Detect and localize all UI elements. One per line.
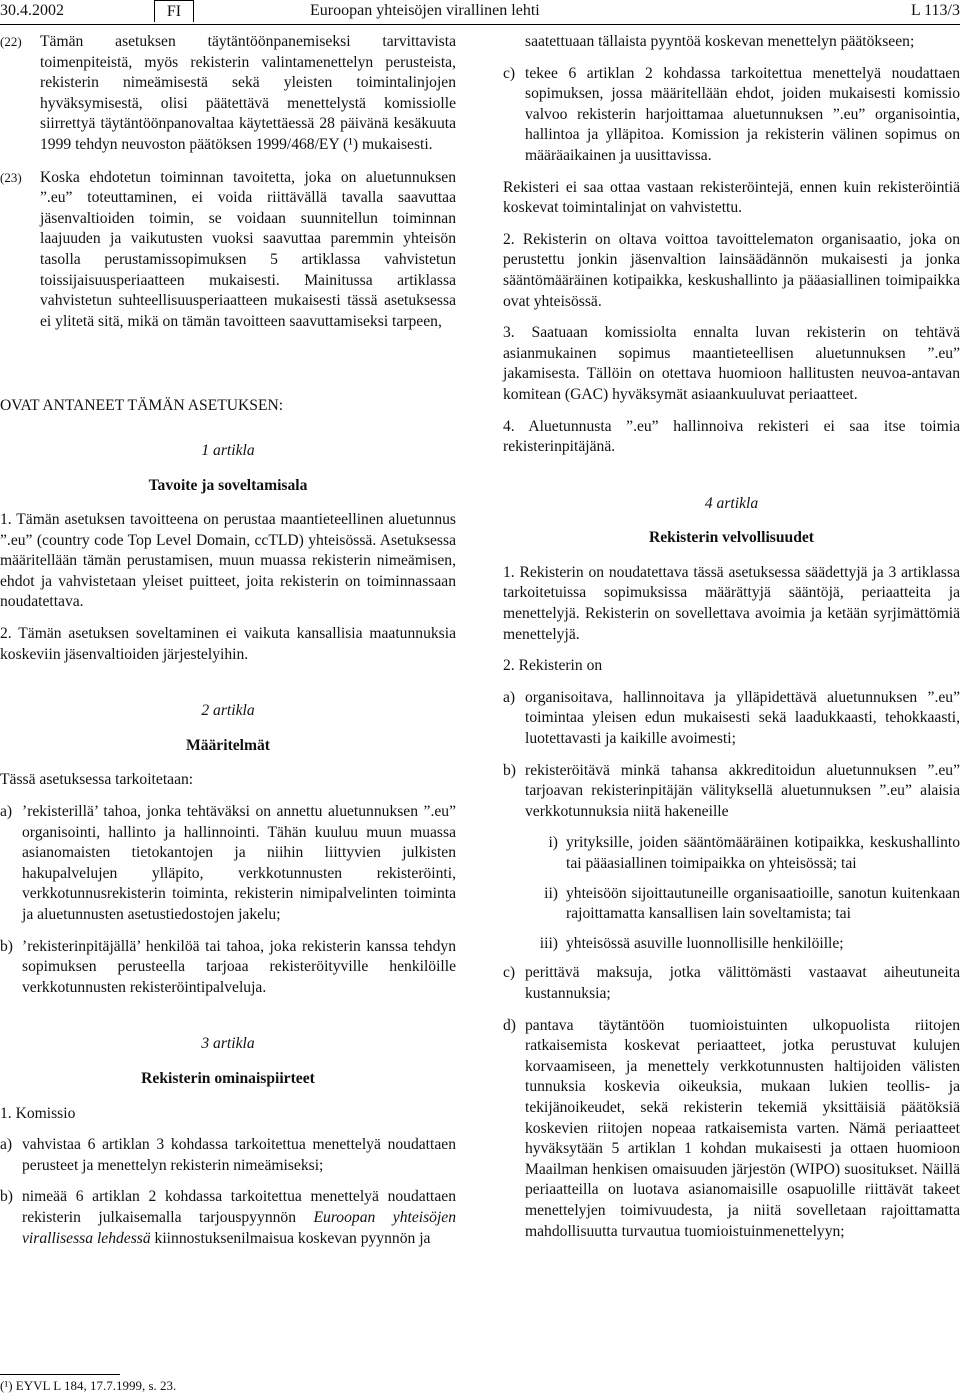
subitem-label: i) <box>548 834 558 852</box>
recital-number: (23) <box>0 169 22 185</box>
item-label: a) <box>0 803 13 821</box>
page-header <box>0 0 960 25</box>
article-4-paragraph-2: 2. Rekisterin on <box>503 657 603 675</box>
item-text-end: kiinnostuksenilmaisua koskevan pyynnön ja <box>150 1229 431 1247</box>
subitem-ii <box>525 884 960 925</box>
subitem-text: yhteisössä asuville luonnollisille henkilöille; <box>566 934 844 952</box>
article-4-paragraph-1: 1. Rekisterin on noudatettava tässä asetuksessa säädettyjä ja 3 artiklassa tarkoitetuissa sopimuksissa määrättyjä sääntöjä, periaatteita ja menettelyjä. Rekisterin on sovellettava avoimia ja ketään syrjimättömiä menettelyjä. <box>503 563 960 643</box>
item-text: vahvistaa 6 artiklan 3 kohdassa tarkoitettua menettelyä noudattaen perusteet ja menettelyn rekisterin nimeämiseksi; <box>22 1136 456 1174</box>
journal-title: Euroopan yhteisöjen virallinen lehti <box>310 2 540 19</box>
language-code-box: FI <box>154 0 194 22</box>
footnote <box>0 1374 456 1394</box>
recital-number: (22) <box>0 34 22 49</box>
left-column <box>0 32 456 1392</box>
subitem-text: yrityksille, joiden sääntömääräinen kotipaikka, keskushallinto tai pääasiallinen toimipaikka on yhteisössä; tai <box>566 834 960 872</box>
journal-reference: Euroopan yhteisöjen virallisessa lehdessä <box>22 1208 456 1247</box>
footnote-rule <box>0 1374 120 1375</box>
article-1-number: 1 artikla <box>201 441 255 459</box>
article-3-title: Rekisterin ominaispiirteet <box>141 1069 315 1087</box>
recital-22 <box>0 32 456 156</box>
item-label: d) <box>503 1016 516 1034</box>
item-text: tekee 6 artiklan 2 kohdassa tarkoitettua menettelyä noudattaen sopimuksen, jossa määritellään ehdot, joiden mukaisesti komissio valvoo rekisterin harjoittamaa aluetunnuksen ”.eu” organisointia, hallintoa ja ylläpitoa. Komission ja rekisterin välinen sopimus on määräaikainen ja uusittavissa. <box>525 64 960 164</box>
registry-restriction: Rekisteri ei saa ottaa vastaan rekisteröintejä, ennen kuin rekisteröintiä koskevat toimintalinjat on vahvistettu. <box>503 178 960 217</box>
obligation-b <box>503 761 960 823</box>
item-text <box>22 1187 456 1249</box>
item-text: pantava täytäntöön tuomioistuinten ulkopuolista riitojen ratkaisemista koskevat periaatteet, jotka perustuvat kulujen korvaamiseen, ja menettely verkkotunnusten haltijoiden välisten tunnuksia koskevia oikeuksia, mukaan lukien teollis- ja tekijänoikeudet, sekä rekisterin tekemiä yksittäisiä päätöksiä koskevien riitojen nopeaa ratkaisemista varten. Nämä periaatteet hyväksytään 5 artiklan 1 kohdan mukaisesti ja ottaen huomioon Maailman henkisen omaisuuden järjestön (WIPO) suositukset. Näillä periaatteilla on luotava asianomaisille osapuolille riittävät takeet menettelyjen toimivuudesta, ja niitä sovelletaan rajoittamatta mahdollisuutta turvautua tuomioistuinmenettelyyn; <box>525 1016 960 1240</box>
item-text: perittävä maksuja, jotka välittömästi vastaavat aiheutuneita kustannuksia; <box>525 964 960 1002</box>
definition-b <box>0 937 456 999</box>
article-3-number: 3 artikla <box>201 1035 255 1053</box>
subitem-label: iii) <box>539 934 558 952</box>
subitem-i <box>525 833 960 874</box>
item-label: b) <box>0 1188 13 1206</box>
continued-text: saatettuaan tällaista pyyntöä koskevan menettelyn päätökseen; <box>525 33 915 50</box>
article-2-intro: Tässä asetuksessa tarkoitetaan: <box>0 771 194 789</box>
recital-text: Tämän asetuksen täytäntöönpanemiseksi tarvittavista toimenpiteistä, myös rekisterin valintamenettelyn perusteista, rekisterin nimeämisestä sekä yleisten toimintalinjojen hyväksymisestä, olisi päätettävä menettelystä komissiolle siirrettyä täytäntöönpanovaltaa käytettäessä 28 päivänä kesäkuuta 1999 tehdyn neuvoston päätöksen 1999/468/EY (¹) mukaisesti. <box>40 33 456 153</box>
item-text: organisoitava, hallinnoitava ja ylläpidettävä aluetunnuksen ”.eu” toimintaa yleisen edun mukaisesti sekä laadukkaasti, tehokkaasti, luotettavasti ja kaikille avoimesti; <box>525 688 960 748</box>
item-label: b) <box>503 761 516 779</box>
item-label: a) <box>0 1136 13 1154</box>
article-4-number: 4 artikla <box>704 494 759 512</box>
article-3-paragraph-1: 1. Komissio <box>0 1104 76 1122</box>
item-label: b) <box>0 937 13 955</box>
recital-23 <box>0 168 456 333</box>
subitem-label: ii) <box>544 884 558 902</box>
item-text: ’rekisterillä’ tahoa, jonka tehtäväksi on annettu aluetunnuksen ”.eu” organisointi, hallinto ja hallinnointi. Tähän kuuluu muun muassa asianomaisten tietokantojen ja niihin liittyvien julkisten hakupalvelujen ylläpito, verkkotunnusten rekisteröinti, verkkotunnusrekisterin toiminta, rekisterin nimipalvelinten toiminta ja aluetunnusten asetustiedostojen jakelu; <box>22 803 456 923</box>
subitem-text: yhteisöön sijoittautuneille organisaatioille, sanotun kuitenkaan rajoittamatta kansallisen lain soveltamista; tai <box>566 884 960 923</box>
article-4-title: Rekisterin velvollisuudet <box>648 529 815 547</box>
article-3-paragraph-3: 3. Saatuaan komissiolta ennalta luvan rekisterin on tehtävä asianmukainen sopimus maantieteellisen aluetunnuksen ”.eu” jakamisesta. Tällöin on otettava huomioon hallitusten neuvoa-antavan komitean (GAC) hyväksymät asiaankuuluvat periaatteet. <box>503 324 960 403</box>
page-number: L 113/3 <box>910 2 960 19</box>
article-1-paragraph-2: 2. Tämän asetuksen soveltaminen ei vaikuta kansallisia maatunnuksia koskeviin jäsenvaltioiden järjestelyihin. <box>0 625 456 663</box>
definition-a <box>0 802 456 926</box>
obligation-a <box>503 688 960 750</box>
article-2-title: Määritelmät <box>186 736 270 754</box>
recital-text: Koska ehdotetun toiminnan tavoitetta, joka on aluetunnuksen ”.eu” toteuttaminen, ei voida riittävällä tavalla saavuttaa jäsenvaltioiden toimin, se voidaan suunnitellun toiminnan laajuuden ja vaikutusten vuoksi saavuttaa paremmin yhteisön tasolla perustamissopimuksen 5 artiklassa vahvistetun toissijaisuusperiaatteen mukaisesti. Mainitussa artiklassa vahvistetun suhteellisuusperiaatteen mukaisesti tässä asetuksessa ei ylitetä sitä, mikä on tämän tavoitteen saavuttamiseksi tarpeen, <box>40 168 456 330</box>
article-1-title: Tavoite ja soveltamisala <box>148 476 308 494</box>
article-3-item-b <box>0 1187 456 1249</box>
article-3-item-a <box>0 1135 456 1176</box>
article-3-paragraph-4: 4. Aluetunnusta ”.eu” hallinnoiva rekisteri ei saa itse toimia rekisterinpitäjänä. <box>503 417 960 456</box>
item-text: rekisteröitävä minkä tahansa akkreditoidun aluetunnuksen ”.eu” tarjoavan rekisterinpitäjän välityksellä aluetunnuksen ”.eu” alaisia verkkotunnuksia niitä hakeneille <box>525 761 960 820</box>
header-date: 30.4.2002 <box>0 2 64 19</box>
subitem-iii <box>525 934 960 955</box>
item-text-start: nimeää 6 artiklan 2 kohdassa tarkoitettua menettelyä noudattaen rekisterin julkaisemalla tarjouspyynnön <box>22 1188 456 1226</box>
obligation-d <box>503 1016 960 1243</box>
item-label: c) <box>503 964 516 982</box>
item-label: c) <box>503 64 516 82</box>
enacting-formula: OVAT ANTANEET TÄMÄN ASETUKSEN: <box>0 397 284 415</box>
right-column <box>503 32 960 1392</box>
item-label: a) <box>503 688 516 706</box>
article-3-item-c <box>503 64 960 167</box>
article-2-number: 2 artikla <box>201 702 255 720</box>
article-3-paragraph-2: 2. Rekisterin on oltava voittoa tavoittelematon organisaatio, joka on perustettu jonkin jäsenvaltion lainsäädännön mukaisesti ja jonka sääntömääräinen kotipaikka, keskushallinto ja pääasiallinen toimipaikka ovat yhteisössä. <box>503 230 960 310</box>
article-1-paragraph-1: 1. Tämän asetuksen tavoitteena on perustaa maantieteellinen aluetunnus ”.eu” (country code Top Level Domain, ccTLD) yhteisössä. Asetuksessa määritellään tämän perustamisen, muun muassa rekisterin nimeämisen, ehdot ja vahvistetaan yleiset puitteet, joita rekisterin on toiminnassaan noudatettava. <box>0 511 456 611</box>
item-text: ’rekisterinpitäjällä’ henkilöä tai tahoa, joka rekisterin kanssa tehdyn sopimuksen perusteella tarjoaa rekisteröityville henkilöille verkkotunnusten rekisteröintipalveluja. <box>22 937 456 996</box>
footnote-text: (¹) EYVL L 184, 17.7.1999, s. 23. <box>0 1378 177 1393</box>
obligation-c <box>503 963 960 1004</box>
